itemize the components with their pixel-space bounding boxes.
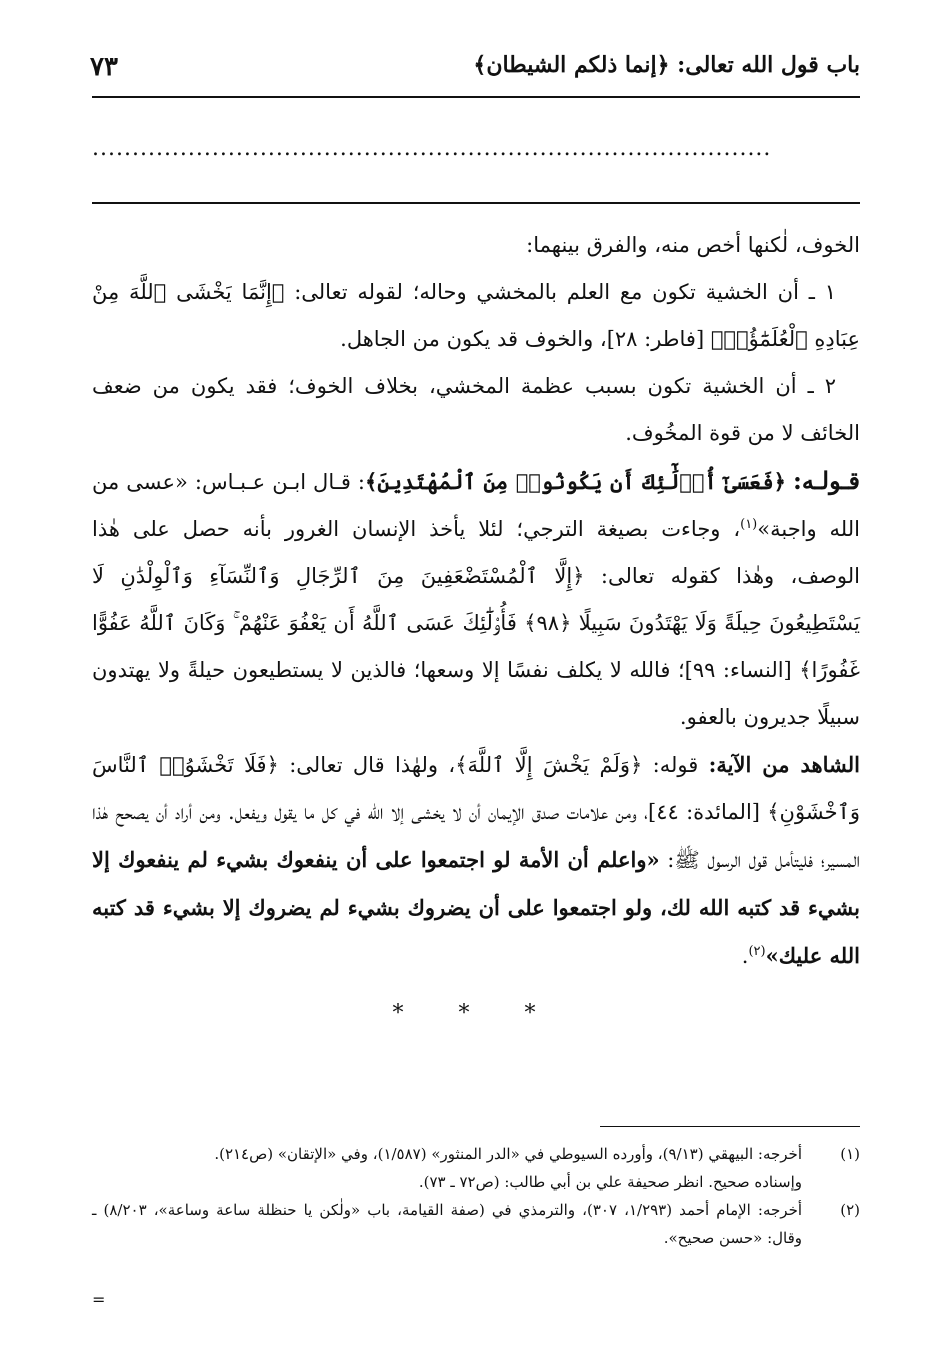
commentary-label: قـولـه:: [793, 466, 860, 495]
footnote-number: (٢): [840, 1201, 860, 1219]
footnote-2: [92, 1196, 860, 1252]
quran-verse: ﴿فَعَسَىٰٓ أُو۟لَٰٓئِكَ أَن يَكُونُوا۟ مِنَ ٱلْمُهْتَدِينَ﴾: [365, 469, 786, 494]
footnote-text: أخرجه: البيهقي (٩/١٣)، وأورده السيوطي في «الدر المنثور» (١/٥٨٧)، وفي «الإتقان» (ص٢١٤).: [214, 1145, 802, 1163]
paragraph-intro: الخوف، لٰكنها أخص منه، والفرق بينهما:: [526, 233, 860, 257]
main-text: [92, 222, 860, 1037]
section-rule: [92, 202, 860, 204]
margin-mark: =: [92, 1290, 106, 1309]
footnote-number: (١): [840, 1145, 860, 1163]
commentary-text: : قـال ابـن عـبـاس: «عسى من الله واجبة»: [92, 470, 860, 541]
paragraph-commentary: [92, 457, 860, 741]
footnote-1-continued: وإسناده صحيح. انظر صحيفة علي بن أبي طالب: (ص٧٢ ـ ٧٣).: [418, 1173, 802, 1191]
section-separator: * * *: [392, 1001, 560, 1026]
footnotes: [92, 1140, 860, 1252]
footnote-rule: [600, 1126, 860, 1127]
header-rule: [92, 96, 860, 98]
chapter-title: باب قول الله تعالى: ﴿إنما ذلكم الشيطان﴾: [473, 52, 860, 78]
footnote-ref-1: (١): [740, 517, 758, 532]
evidence-text: قوله: ﴿وَلَمْ يَخْشَ إِلَّا ٱللَّهَ﴾، ولهٰذا قال تعالى: ﴿فَلَا تَخْشَوُا۟ ٱلنَّاسَ وَٱخْشَوْنِ﴾ [المائدة: ٤٤]، ومن علامات صدق الإيمان أن لا يخشى إلا الله في كل ما يقول ويفعل. ومن أراد أن يصحح هٰذا المسير؛ فليتأمل قول الرسول ﷺ:: [92, 753, 860, 872]
page-header: [90, 52, 860, 92]
footnote-ref-2: (٢): [748, 944, 766, 959]
commentary-text-cont: ، وجاءت بصيغة الترجي؛ لئلا يأخذ الإنسان الغرور بأنه حصل على هٰذا الوصف، وهٰذا كقوله تعالى: ﴿إِلَّا ٱلْمُسْتَضْعَفِينَ مِنَ ٱلرِّجَالِ وَٱلنِّسَآءِ وَٱلْوِلْدَٰنِ لَا يَسْتَطِيعُونَ حِيلَةً وَلَا يَهْتَدُونَ سَبِيلًا ﴿٩٨﴾ فَأُو۟لَٰٓئِكَ عَسَى ٱللَّهُ أَن يَعْفُوَ عَنْهُمْ ۚ وَكَانَ ٱللَّهُ عَفُوًّا غَفُورًا﴾ [النساء: ٩٩]؛ فالله لا يكلف نفسًا إلا وسعها؛ فالذين لا يستطيعون حيلةً ولا يهتدون سبيلًا جديرون بالعفو.: [92, 517, 860, 729]
ellipsis-line: .....................................................................................: [92, 136, 772, 161]
period: .: [741, 944, 749, 968]
page-number: ٧٣: [90, 52, 118, 82]
paragraph-point-1: ١ ـ أن الخشية تكون مع العلم بالمخشي وحاله؛ لقوله تعالى: ﴿إِنَّمَا يَخْشَى ٱللَّهَ مِنْ عِبَادِهِ ٱلْعُلَمَٰٓؤُا۟﴾ [فاطر: ٢٨]، والخوف قد يكون من الجاهل.: [92, 280, 860, 351]
evidence-label: الشاهد من الآية:: [708, 752, 860, 777]
paragraph-point-2: ٢ ـ أن الخشية تكون بسبب عظمة المخشي، بخلاف الخوف؛ فقد يكون من ضعف الخائف لا من قوة المخُوف.: [92, 374, 860, 445]
footnote-1: [92, 1140, 860, 1168]
hadith-quote: «واعلم أن الأمة لو اجتمعوا على أن ينفعوك بشيء لم ينفعوك إلا بشيء قد كتبه الله لك، ولو اجتمعوا على أن يضروك بشيء لم يضروك إلا بشيء قد كتبه الله عليك»: [92, 847, 860, 968]
footnote-text: أخرجه: الإمام أحمد (١/٢٩٣، ٣٠٧)، والترمذي في (صفة القيامة، باب «ولٰكن يا حنظلة ساعة وساعة»، ٨/٢٠٣) ـ وقال: «حسن صحيح».: [92, 1201, 803, 1247]
paragraph-evidence: [92, 741, 860, 980]
